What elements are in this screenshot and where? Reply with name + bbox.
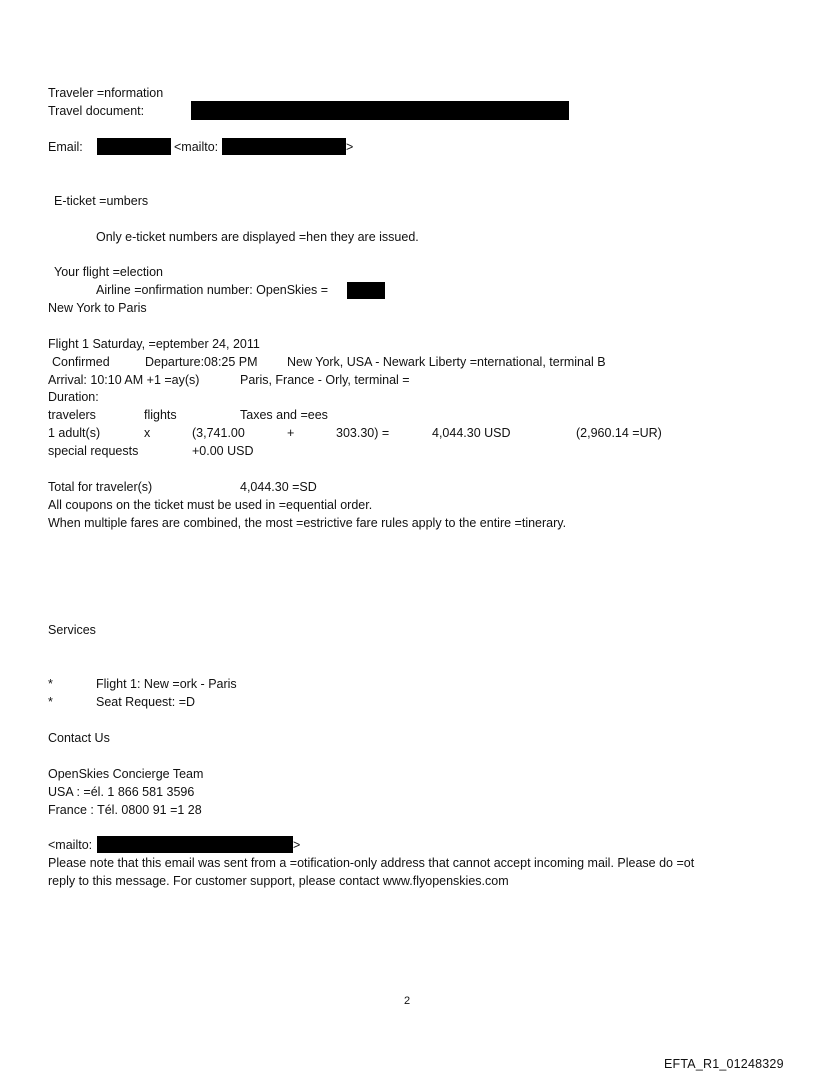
total-label: Total for traveler(s) (48, 480, 153, 494)
flight-date: Flight 1 Saturday, =eptember 24, 2011 (48, 337, 260, 351)
disclaimer-line-2: reply to this message. For customer support, please contact www.flyopenskies.com (48, 874, 509, 888)
fare-times: x (144, 426, 151, 440)
redaction-email (97, 138, 171, 155)
bullet-1: * (48, 677, 53, 691)
travel-document-label: Travel document: (48, 104, 145, 118)
fare-col-travelers: travelers (48, 408, 96, 422)
arrival-place: Paris, France - Orly, terminal = (240, 373, 410, 387)
disclaimer-line-1: Please note that this email was sent from a =otification-only address that cannot accept incoming mail. Please do =ot (48, 856, 695, 870)
email-label: Email: (48, 140, 83, 154)
departure-place: New York, USA - Newark Liberty =nternational, terminal B (287, 355, 606, 369)
traveler-heading: Traveler =nformation (48, 86, 164, 100)
confirmation-number: Airline =onfirmation number: OpenSkies = (96, 283, 329, 297)
contact-france-phone: France : Tél. 0800 91 =1 28 (48, 803, 202, 817)
flight-status: Confirmed (52, 355, 110, 369)
redaction-travel-document (191, 101, 569, 120)
special-requests-label: special requests (48, 444, 139, 458)
contact-mailto-open: <mailto: (48, 838, 93, 852)
eticket-note: Only e-ticket numbers are displayed =hen they are issued. (96, 230, 419, 244)
fare-col-flights: flights (144, 408, 177, 422)
eticket-heading: E-ticket =umbers (54, 194, 149, 208)
special-requests-value: +0.00 USD (192, 444, 254, 458)
redaction-confirmation (347, 282, 385, 299)
fare-total-eur: (2,960.14 =UR) (576, 426, 662, 440)
bates-number: EFTA_R1_01248329 (664, 1057, 784, 1071)
redaction-contact-email (97, 836, 293, 853)
contact-usa-phone: USA : =él. 1 866 581 3596 (48, 785, 195, 799)
duration-label: Duration: (48, 390, 99, 404)
contact-heading: Contact Us (48, 731, 110, 745)
fare-taxes: 303.30) = (336, 426, 390, 440)
arrival-time: Arrival: 10:10 AM +1 =ay(s) (48, 373, 200, 387)
total-value: 4,044.30 =SD (240, 480, 317, 494)
services-heading: Services (48, 623, 96, 637)
fare-col-taxes: Taxes and =ees (240, 408, 328, 422)
page-number: 2 (404, 995, 411, 1007)
fare-base: (3,741.00 (192, 426, 245, 440)
fare-rules-note: When multiple fares are combined, the most =estrictive fare rules apply to the entire =tinerary. (48, 516, 567, 530)
bullet-2: * (48, 695, 53, 709)
contact-team: OpenSkies Concierge Team (48, 767, 204, 781)
fare-travelers-value: 1 adult(s) (48, 426, 101, 440)
fare-total-usd: 4,044.30 USD (432, 426, 511, 440)
fare-plus: + (287, 426, 295, 440)
departure-time: Departure:08:25 PM (145, 355, 258, 369)
redaction-email-link (222, 138, 346, 155)
service-item-seat: Seat Request: =D (96, 695, 196, 709)
service-item-flight: Flight 1: New =ork - Paris (96, 677, 237, 691)
contact-mailto-close: > (293, 838, 301, 852)
email-mailto-close: > (346, 140, 354, 154)
coupon-note: All coupons on the ticket must be used in =equential order. (48, 498, 373, 512)
flight-selection-heading: Your flight =election (54, 265, 163, 279)
email-mailto-open: <mailto: (174, 140, 219, 154)
route: New York to Paris (48, 301, 147, 315)
